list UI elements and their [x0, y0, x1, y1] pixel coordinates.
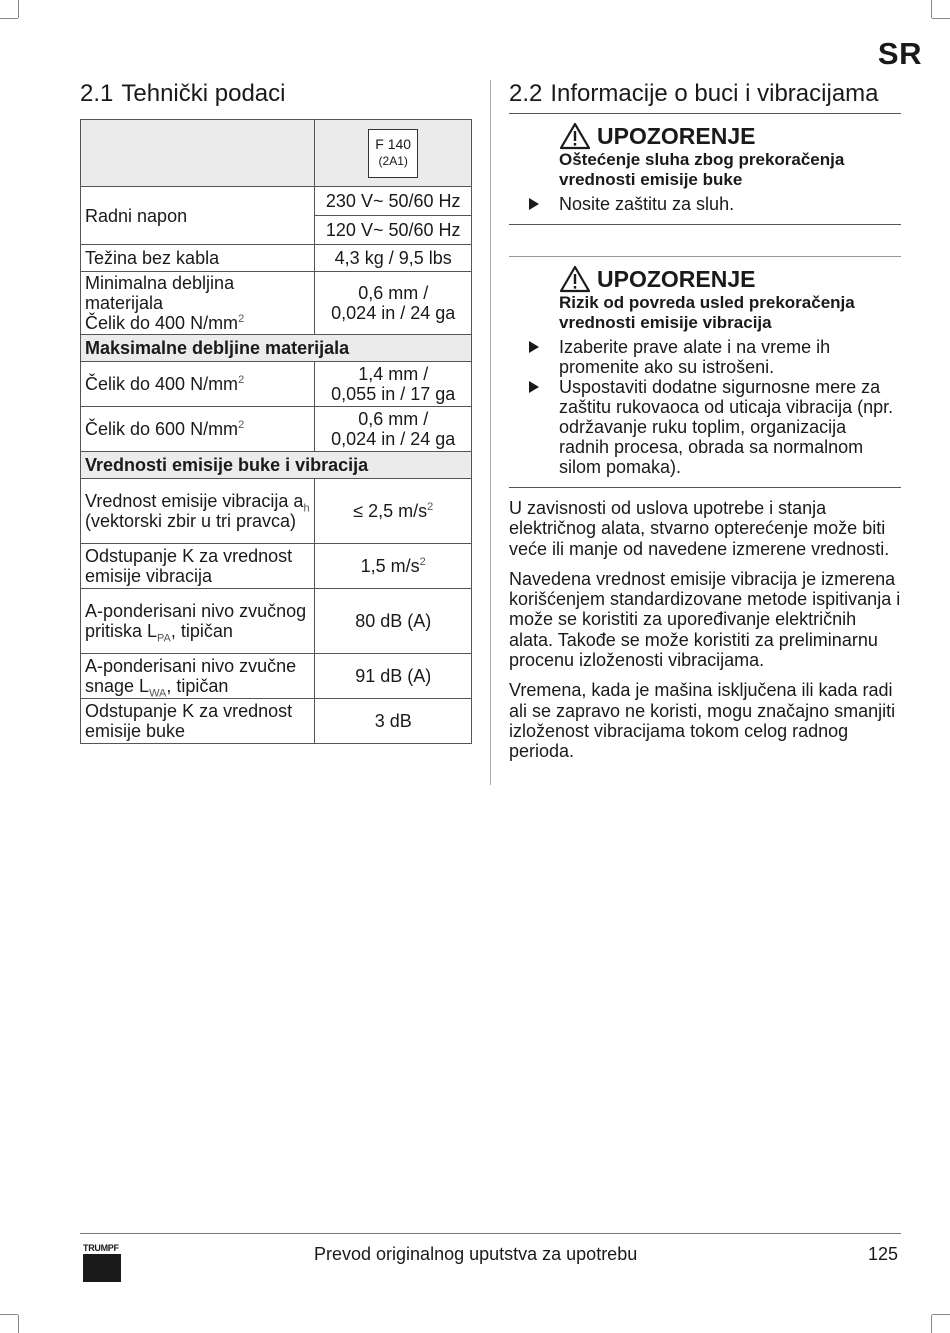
table-row [81, 407, 472, 452]
triangle-bullet-icon [529, 341, 539, 353]
model-variant: (2A1) [378, 153, 408, 168]
section-heading-noise-vibration [509, 78, 901, 110]
section-title: Informacije o buci i vibracijama [550, 80, 879, 107]
section-row [81, 452, 472, 479]
warning-triangle-icon [559, 122, 591, 150]
voltage-value-2: 120 V~ 50/60 Hz [315, 216, 472, 245]
crop-mark [931, 0, 932, 18]
crop-mark [0, 18, 18, 19]
table-row [81, 187, 472, 216]
vibration-emission-label: Vrednost emisije vibracija $a_h$ (vektorski zbir u tri pravca) [81, 479, 315, 544]
section-row [81, 335, 472, 362]
section-number: 2.2 [509, 80, 543, 107]
table-row [81, 272, 472, 335]
footer-divider [80, 1233, 901, 1234]
table-row [81, 544, 472, 589]
divider [509, 487, 901, 488]
footer-title: Prevod originalnog uputstva za upotrebu [314, 1244, 638, 1264]
crop-mark [18, 1315, 19, 1333]
subscript: WA [149, 687, 167, 700]
steel-600-label: Čelik do 600 $N/mm^2$ [81, 407, 315, 452]
warning-subtitle: Oštećenje sluha zbog prekoračenja vrednosti emisije buke [559, 150, 845, 189]
min-thickness-value [315, 272, 472, 335]
noise-uncertainty-value: 3 dB [315, 699, 472, 744]
section-heading-technical-data [80, 78, 472, 110]
technical-data-table [80, 119, 472, 744]
steel-400-value-line1: 1,4 mm / [358, 364, 429, 384]
paragraph: U zavisnosti od uslova upotrebe i stanja električnog alata, stvarno opterećenje može biti veće ili manje od navedene izmerene vrednosti. [509, 498, 890, 559]
crop-mark [932, 18, 950, 19]
vibration-uncertainty-label: Odstupanje K za vrednost emisije vibracija [81, 544, 315, 589]
section-number: 2.1 [80, 80, 114, 107]
warning-instructions [509, 194, 901, 214]
superscript: 2 [427, 501, 434, 513]
table-row [81, 362, 472, 407]
sound-power-value: 91 dB (A) [315, 654, 472, 699]
steel-400-value [315, 362, 472, 407]
min-thickness-value-line1: 0,6 mm / [358, 283, 429, 303]
column-divider [490, 80, 491, 785]
list-item: Izaberite prave alate i na vreme ih promenite ako su istrošeni. [509, 337, 901, 377]
crop-mark [931, 1315, 932, 1333]
voltage-label: Radni napon [81, 187, 315, 245]
steel-600-value-line1: 0,6 mm / [358, 409, 429, 429]
triangle-bullet-icon [529, 198, 539, 210]
crop-mark [932, 1314, 950, 1315]
emission-section-title: Vrednosti emisije buke i vibracija [81, 452, 472, 479]
table-row [81, 589, 472, 654]
trumpf-logo [83, 1243, 121, 1282]
language-tag: SR [877, 36, 922, 71]
table-header-row [81, 120, 472, 187]
min-thickness-label-line2: Čelik do 400 N/mm [85, 313, 239, 333]
table-row [81, 479, 472, 544]
subscript: PA [157, 632, 171, 645]
crop-mark [18, 0, 19, 18]
crop-mark [0, 1314, 18, 1315]
warning-triangle-icon [559, 265, 591, 293]
superscript: 2 [238, 374, 245, 386]
sound-power-label: A-ponderisani nivo zvučne snage $L_{WA}$, tipičan [81, 654, 315, 699]
steel-600-value [315, 407, 472, 452]
paragraph: Vremena, kada je mašina isključena ili kada radi ali se zapravo ne koristi, mogu značajno smanjiti izloženost vibracijama tokom celog radnog perioda. [509, 680, 896, 762]
section-title: Tehnički podaci [121, 80, 286, 107]
warning-instructions [509, 337, 901, 477]
model-name: F 140 [375, 135, 412, 152]
noise-uncertainty-label: Odstupanje K za vrednost emisije buke [81, 699, 315, 744]
model-box [368, 129, 418, 178]
technical-data-section [80, 78, 472, 744]
min-thickness-label-line1: Minimalna debljina materijala [85, 273, 235, 313]
weight-value: 4,3 kg / 9,5 lbs [315, 245, 472, 272]
noise-vibration-section [509, 78, 901, 762]
table-header-model-cell [315, 120, 472, 187]
max-thickness-section-title: Maksimalne debljine materijala [81, 335, 472, 362]
sound-pressure-label: A-ponderisani nivo zvučnog pritiska $L_{PA}$, tipičan [81, 589, 315, 654]
logo-block [83, 1254, 121, 1282]
superscript: 2 [238, 313, 245, 325]
weight-label: Težina bez kabla [81, 245, 315, 272]
steel-400-label: Čelik do 400 $N/mm^2$ [81, 362, 315, 407]
logo-text: TRUMPF [83, 1243, 119, 1253]
superscript: 2 [419, 556, 426, 568]
vibration-uncertainty-value: 1,5 $m/s^2$ [315, 544, 472, 589]
min-thickness-label [81, 272, 315, 335]
table-row [81, 699, 472, 744]
page-number: 125 [867, 1244, 898, 1264]
table-header-empty-cell [81, 120, 315, 187]
vibration-emission-value: ≤ 2,5 $m/s^2$ [315, 479, 472, 544]
superscript: 2 [238, 419, 245, 431]
voltage-value-1: 230 V~ 50/60 Hz [315, 187, 472, 216]
steel-400-value-line2: 0,055 in / 17 ga [331, 384, 456, 404]
sound-pressure-value: 80 dB (A) [315, 589, 472, 654]
steel-600-value-line2: 0,024 in / 24 ga [331, 429, 456, 449]
warning-block-hearing [509, 114, 901, 224]
warning-title: UPOZORENJE [559, 265, 901, 293]
list-item: Nosite zaštitu za sluh. [509, 194, 901, 214]
table-row [81, 245, 472, 272]
table-row [81, 654, 472, 699]
warning-subtitle: Rizik od povreda usled prekoračenja vrednosti emisije vibracija [559, 293, 855, 332]
subscript: h [303, 502, 310, 515]
warning-block-vibration [509, 257, 901, 487]
paragraph: Navedena vrednost emisije vibracija je izmerena korišćenjem standardizovane metode ispitivanja i može se koristiti za upoređivanje električnih alata. Takođe se može koristiti za preliminarnu procenu izloženosti vibracijama. [509, 568, 901, 671]
triangle-bullet-icon [529, 381, 539, 393]
warning-title: UPOZORENJE [559, 122, 901, 150]
min-thickness-value-line2: 0,024 in / 24 ga [331, 303, 456, 323]
list-item: Uspostaviti dodatne sigurnosne mere za zaštitu rukovaoca od uticaja vibracija (npr. održavanje ruku toplim, organizacija radnih procesa, obrada sa normalnom silom pomaka). [509, 377, 901, 477]
